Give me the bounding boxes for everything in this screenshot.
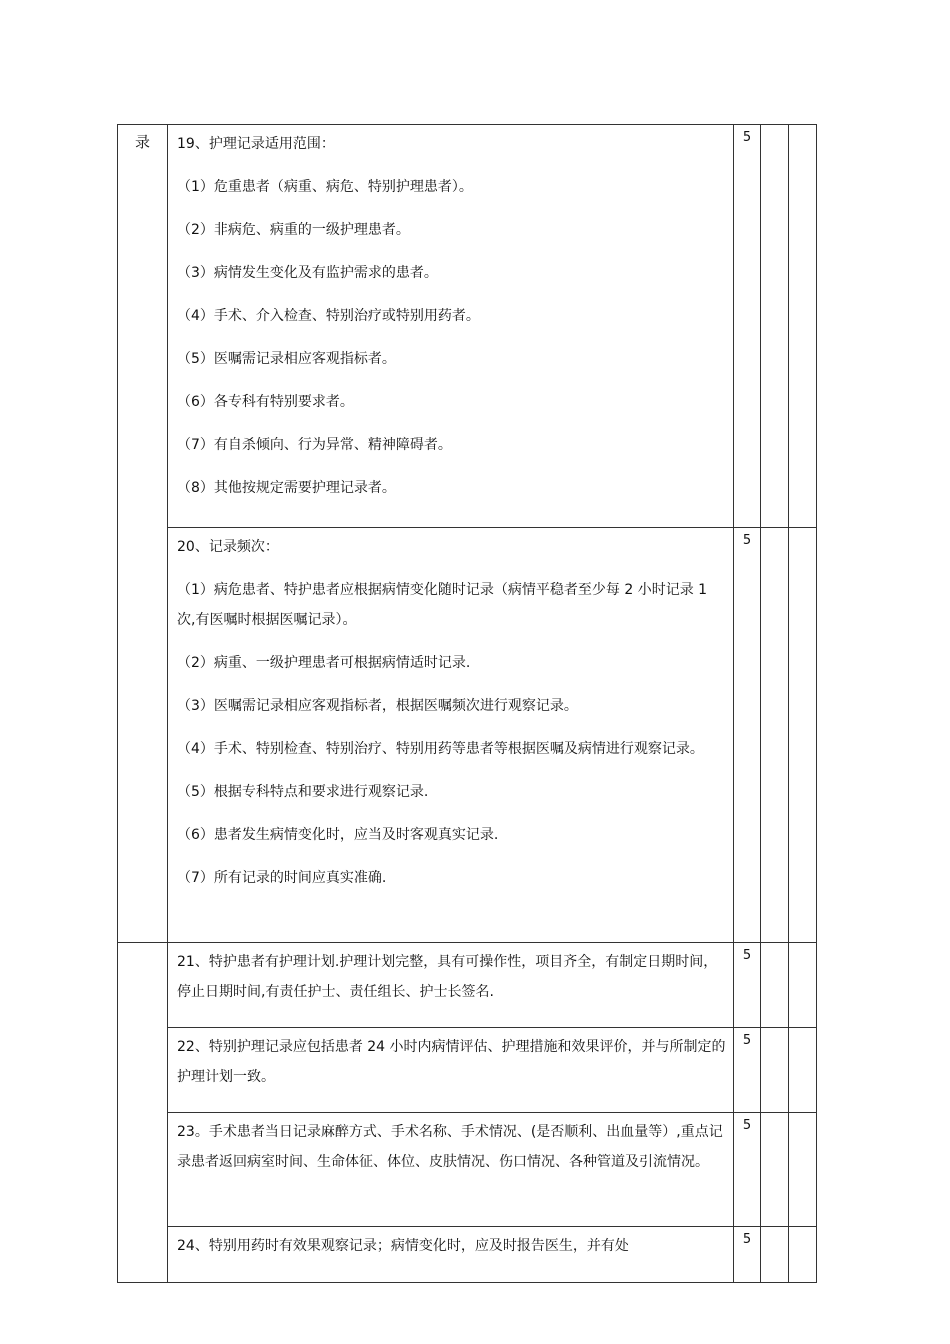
criteria-item: （7）有自杀倾向、行为异常、精神障碍者。 bbox=[177, 437, 452, 453]
blank-cell bbox=[789, 125, 817, 528]
table-row bbox=[118, 1028, 817, 1113]
score-value: 5 bbox=[742, 1033, 752, 1048]
criteria-item: （2）病重、一级护理患者可根据病情适时记录. bbox=[177, 655, 471, 671]
table-row bbox=[118, 943, 817, 1028]
criteria-item: （8）其他按规定需要护理记录者。 bbox=[177, 480, 396, 496]
score-cell bbox=[734, 1113, 761, 1227]
criteria-item: （5）医嘱需记录相应客观指标者。 bbox=[177, 351, 396, 367]
criteria-item: （1）病危患者、特护患者应根据病情变化随时记录（病情平稳者至少每 2 小时记录 1 次,有医嘱时根据医嘱记录）。 bbox=[177, 582, 708, 628]
criteria-item: （4）手术、特别检查、特别治疗、特别用药等患者等根据医嘱及病情进行观察记录。 bbox=[177, 741, 704, 757]
blank-cell bbox=[789, 1227, 817, 1283]
criteria-cell bbox=[168, 528, 734, 943]
category-cell bbox=[118, 125, 168, 943]
criteria-item: （3）病情发生变化及有监护需求的患者。 bbox=[177, 265, 438, 281]
blank-cell bbox=[761, 943, 789, 1028]
criteria-item: 23。手术患者当日记录麻醉方式、手术名称、手术情况、(是否顺利、出血量等）,重点记录患者返回病室时间、生命体征、体位、皮肤情况、伤口情况、各种管道及引流情况。 bbox=[177, 1124, 723, 1170]
table-row bbox=[118, 528, 817, 943]
score-cell bbox=[734, 125, 761, 528]
blank-cell bbox=[789, 1113, 817, 1227]
criteria-item: （1）危重患者（病重、病危、特别护理患者）。 bbox=[177, 179, 473, 195]
table-row bbox=[118, 1227, 817, 1283]
score-value: 5 bbox=[742, 130, 752, 145]
score-cell bbox=[734, 1227, 761, 1283]
blank-cell bbox=[761, 528, 789, 943]
criteria-item: （6）各专科有特别要求者。 bbox=[177, 394, 354, 410]
category-cell-empty bbox=[118, 943, 168, 1283]
criteria-cell bbox=[168, 1227, 734, 1283]
blank-cell bbox=[789, 528, 817, 943]
criteria-cell bbox=[168, 125, 734, 528]
table-row bbox=[118, 125, 817, 528]
criteria-cell bbox=[168, 1113, 734, 1227]
criteria-item: 22、特别护理记录应包括患者 24 小时内病情评估、护理措施和效果评价，并与所制定的护理计划一致。 bbox=[177, 1039, 726, 1085]
criteria-heading: 20、记录频次： bbox=[177, 539, 279, 555]
criteria-item: （6）患者发生病情变化时，应当及时客观真实记录. bbox=[177, 827, 499, 843]
blank-cell bbox=[789, 943, 817, 1028]
criteria-item: 21、特护患者有护理计划.护理计划完整，具有可操作性，项目齐全，有制定日期时间，停止日期时间,有责任护士、责任组长、护士长签名. bbox=[177, 954, 718, 1000]
category-label: 录 bbox=[134, 133, 150, 151]
blank-cell bbox=[761, 1227, 789, 1283]
blank-cell bbox=[761, 125, 789, 528]
criteria-cell bbox=[168, 943, 734, 1028]
criteria-heading: 19、护理记录适用范围： bbox=[177, 136, 335, 152]
criteria-item: 24、特别用药时有效果观察记录；病情变化时，应及时报告医生，并有处 bbox=[177, 1238, 629, 1254]
score-value: 5 bbox=[742, 533, 752, 548]
blank-cell bbox=[761, 1028, 789, 1113]
score-cell bbox=[734, 1028, 761, 1113]
criteria-cell bbox=[168, 1028, 734, 1113]
criteria-item: （2）非病危、病重的一级护理患者。 bbox=[177, 222, 410, 238]
score-value: 5 bbox=[742, 948, 752, 963]
blank-cell bbox=[789, 1028, 817, 1113]
criteria-item: （5）根据专科特点和要求进行观察记录. bbox=[177, 784, 429, 800]
score-value: 5 bbox=[742, 1232, 752, 1247]
score-cell bbox=[734, 943, 761, 1028]
blank-cell bbox=[761, 1113, 789, 1227]
score-value: 5 bbox=[742, 1118, 752, 1133]
score-cell bbox=[734, 528, 761, 943]
standards-table bbox=[117, 124, 817, 1283]
criteria-item: （3）医嘱需记录相应客观指标者，根据医嘱频次进行观察记录。 bbox=[177, 698, 578, 714]
criteria-item: （4）手术、介入检查、特别治疗或特别用药者。 bbox=[177, 308, 480, 324]
table-row bbox=[118, 1113, 817, 1227]
criteria-item: （7）所有记录的时间应真实准确. bbox=[177, 870, 387, 886]
